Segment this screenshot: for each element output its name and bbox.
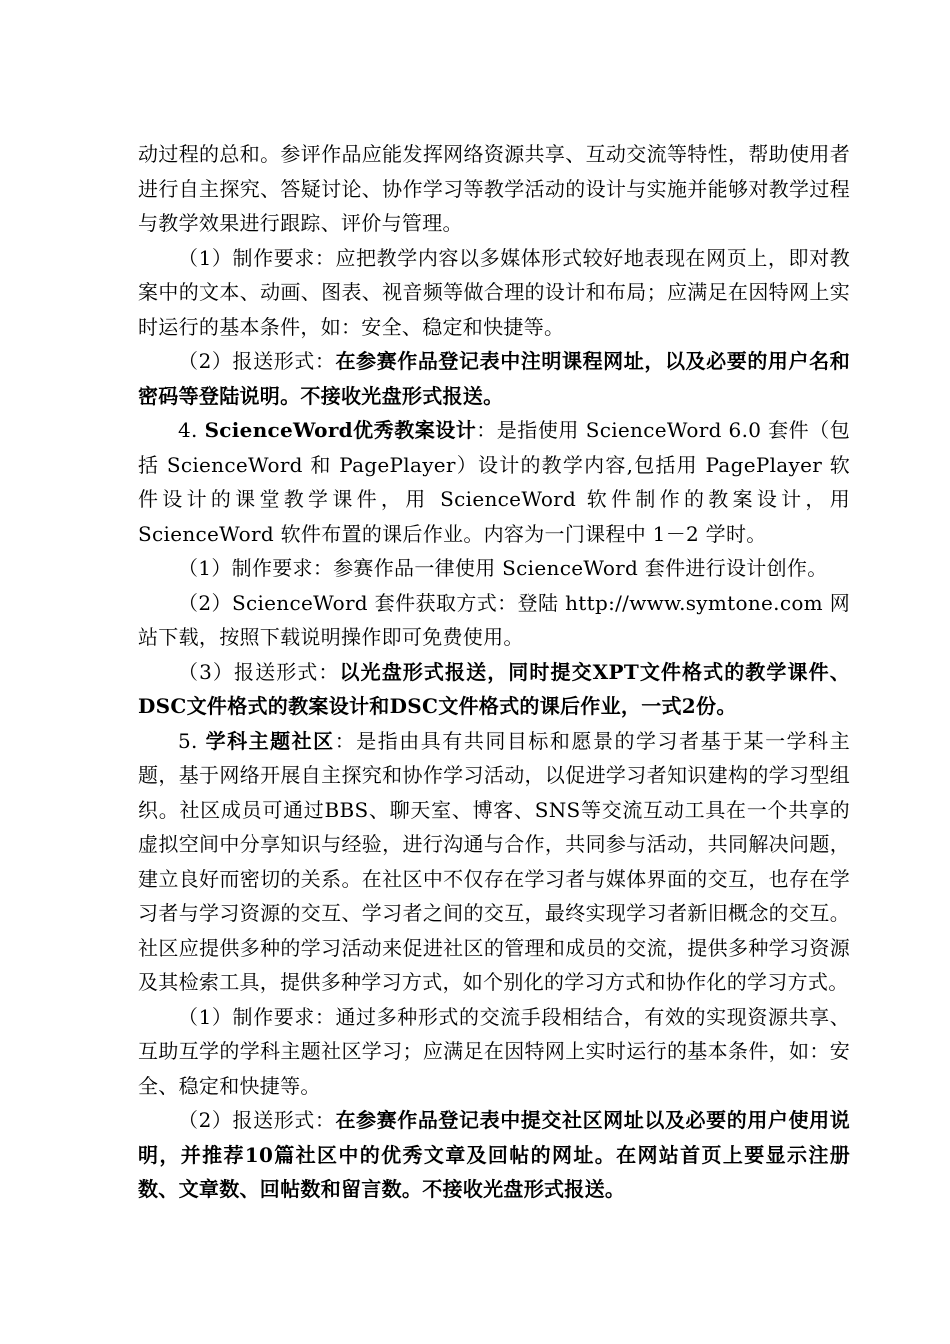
section-number: 5. — [178, 728, 206, 753]
submission-bold-text: 在参赛作品登记表中注明课程网址，以及必要的用户名和密码等登陆说明。不接收光盘形式报送。 — [138, 349, 850, 408]
submission-label: （2）报送形式： — [178, 1108, 336, 1132]
section-text: ：是指由具有共同目标和愿景的学习者基于某一学科主题，基于网络开展自主探究和协作学习活动，以促进学习者知识建构的学习型组织。社区成员可通过BBS、聊天室、博客、SNS等交流互动工具在一个共享的虚拟空间中分享知识与经验，进行沟通与合作，共同参与活动，共同解决问题，建立良好而密切的关系。在社区中不仅存在学习者与媒体界面的交互，也存在学习者与学习资源的交互、学习者之间的交互，最终实现学习者新旧概念的交互。社区应提供多种的学习活动来促进社区的管理和成员的交流，提供多种学习资源及其检索工具，提供多种学习方式，如个别化的学习方式和协作化的学习方式。 — [138, 728, 850, 994]
paragraph-intro-continuation: 动过程的总和。参评作品应能发挥网络资源共享、互动交流等特性，帮助使用者进行自主探究、答疑讨论、协作学习等教学活动的设计与实施并能够对教学过程与教学效果进行跟踪、评价与管理。 — [138, 142, 850, 235]
section-title: 学科主题社区 — [205, 728, 335, 753]
paragraph-community-requirements: （1）制作要求：通过多种形式的交流手段相结合，有效的实现资源共享、互助互学的学科主题社区学习；应满足在因特网上实时运行的基本条件，如：安全、稳定和快捷等。 — [138, 1004, 850, 1098]
paragraph-course-requirements: （1）制作要求：应把教学内容以多媒体形式较好地表现在网页上，即对教案中的文本、动画、图表、视音频等做合理的设计和布局；应满足在因特网上实时运行的基本条件，如：安全、稳定和快捷等。 — [138, 245, 850, 339]
paragraph-scienceword-download: （2）ScienceWord 套件获取方式：登陆 http://www.symtone.com 网站下载，按照下载说明操作即可免费使用。 — [138, 590, 850, 649]
paragraph-scienceword-definition — [138, 413, 850, 551]
section-title: ScienceWord优秀教案设计 — [204, 418, 477, 442]
submission-label: （2）报送形式： — [178, 349, 336, 373]
submission-label: （3）报送形式： — [178, 659, 340, 684]
document-body — [138, 137, 850, 1207]
submission-bold-text: 在参赛作品登记表中提交社区网址以及必要的用户使用说明，并推荐10篇社区中的优秀文章及回帖的网址。在网站首页上要显示注册数、文章数、回帖数和留言数。不接收光盘形式报送。 — [138, 1108, 850, 1201]
section-number: 4. — [178, 418, 205, 442]
paragraph-scienceword-requirements: （1）制作要求：参赛作品一律使用 ScienceWord 套件进行设计创作。 — [178, 556, 828, 580]
section-text: ：是指使用 ScienceWord 6.0 套件（包括 ScienceWord 和 PagePlayer）设计的教学内容,包括用 PagePlayer 软件设计的课堂教学课件，用 ScienceWord 软件制作的教案设计，用 ScienceWord 软件布置的课后作业。内容为一门课程中 1－2 学时。 — [138, 418, 850, 546]
paragraph-course-submission — [138, 344, 850, 413]
paragraph-community-submission — [138, 1103, 850, 1207]
paragraph-scienceword-submission — [138, 655, 850, 724]
paragraph-community-definition — [138, 724, 850, 1000]
submission-bold-text: 以光盘形式报送，同时提交XPT文件格式的教学课件、DSC文件格式的教案设计和DSC文件格式的课后作业，一式2份。 — [138, 659, 850, 718]
